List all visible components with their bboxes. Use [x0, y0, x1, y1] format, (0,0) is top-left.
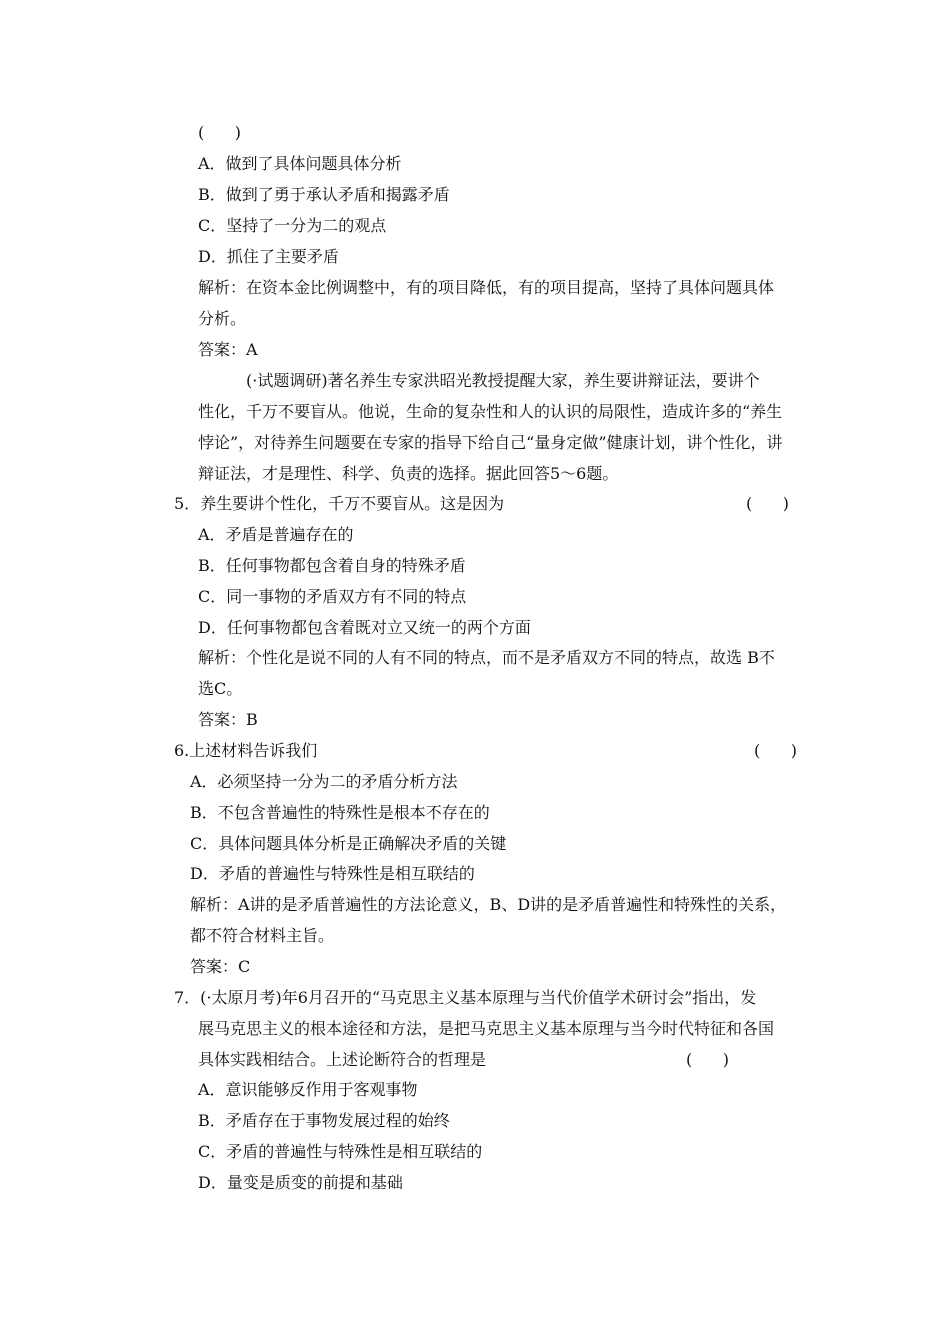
option-c: C．具体问题具体分析是正确解决矛盾的关键 — [190, 834, 507, 853]
option-c: C．矛盾的普遍性与特殊性是相互联结的 — [198, 1142, 483, 1161]
material-paragraph-line: 性化，千万不要盲从。他说，生命的复杂性和人的认识的局限性，造成许多的“养生 — [198, 402, 783, 421]
option-c: C．同一事物的矛盾双方有不同的特点 — [198, 587, 467, 606]
question-stem: 具体实践相结合。上述论断符合的哲理是 — [198, 1050, 487, 1069]
option-d: D．矛盾的普遍性与特殊性是相互联结的 — [190, 864, 475, 883]
answer-parenthesis: ( ) — [754, 741, 797, 760]
option-b: B．做到了勇于承认矛盾和揭露矛盾 — [198, 185, 450, 204]
answer-parenthesis: ( ) — [746, 494, 789, 513]
question-stem: 6.上述材料告诉我们 — [174, 741, 318, 760]
option-b: B．不包含普遍性的特殊性是根本不存在的 — [190, 803, 490, 822]
option-a: A．矛盾是普遍存在的 — [198, 525, 354, 544]
question-stem: 5．养生要讲个性化，千万不要盲从。这是因为 — [174, 494, 505, 513]
analysis-line: 选C。 — [198, 679, 243, 698]
option-d: D．抓住了主要矛盾 — [198, 247, 339, 266]
question-stem: 7．(·太原月考)年6月召开的“马克思主义基本原理与当代价值学术研讨会”指出，发 — [174, 988, 757, 1007]
option-a: A．做到了具体问题具体分析 — [198, 154, 402, 173]
option-b: B．任何事物都包含着自身的特殊矛盾 — [198, 556, 466, 575]
material-paragraph-line: (·试题调研)著名养生专家洪昭光教授提醒大家，养生要讲辩证法，要讲个 — [246, 371, 760, 390]
option-b: B．矛盾存在于事物发展过程的始终 — [198, 1111, 450, 1130]
option-a: A．意识能够反作用于客观事物 — [198, 1080, 418, 1099]
answer-line: 答案：C — [190, 957, 251, 976]
analysis-line: 解析：A讲的是矛盾普遍性的方法论意义，B、D讲的是矛盾普遍性和特殊性的关系， — [190, 895, 787, 914]
analysis-line: 解析：在资本金比例调整中，有的项目降低，有的项目提高，坚持了具体问题具体 — [198, 278, 775, 297]
material-paragraph-line: 悖论”，对待养生问题要在专家的指导下给自己“量身定做”健康计划，讲个性化，讲 — [198, 433, 783, 452]
option-a: A．必须坚持一分为二的矛盾分析方法 — [190, 772, 458, 791]
option-d: D．量变是质变的前提和基础 — [198, 1173, 403, 1192]
analysis-line: 分析。 — [198, 309, 247, 328]
answer-line: 答案：B — [198, 710, 258, 729]
answer-line: 答案：A — [198, 340, 258, 359]
material-paragraph-line: 辩证法，才是理性、科学、负责的选择。据此回答5～6题。 — [198, 464, 619, 483]
answer-parenthesis: ( ) — [198, 123, 241, 142]
analysis-line: 解析：个性化是说不同的人有不同的特点，而不是矛盾双方不同的特点，故选 B不 — [198, 648, 775, 667]
analysis-line: 都不符合材料主旨。 — [190, 926, 335, 945]
question-stem: 展马克思主义的根本途径和方法，是把马克思主义基本原理与当今时代特征和各国 — [198, 1019, 775, 1038]
option-c: C．坚持了一分为二的观点 — [198, 216, 387, 235]
answer-parenthesis: ( ) — [686, 1050, 729, 1069]
option-d: D．任何事物都包含着既对立又统一的两个方面 — [198, 618, 531, 637]
